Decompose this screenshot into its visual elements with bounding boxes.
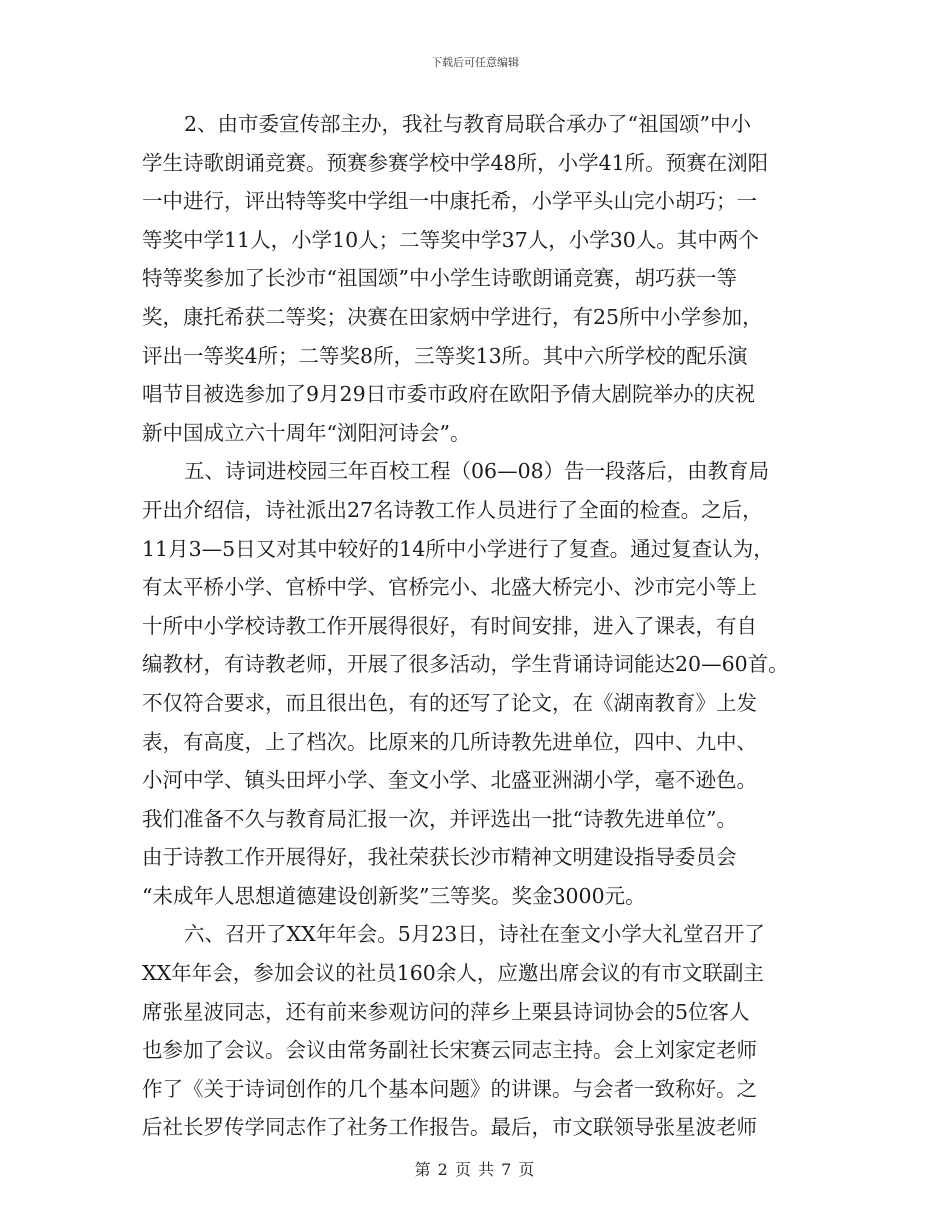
text-line: 我们准备不久与教育局汇报一次，并评选出一批“诗教先进单位”。 [142, 806, 737, 831]
text-line: 新中国成立六十周年“浏阳河诗会”。 [142, 420, 471, 445]
page-header: 下载后可任意编辑 [431, 56, 519, 69]
text-line: 五、诗词进校园三年百校工程（06—08）告一段落后，由教育局 [184, 459, 770, 484]
body-text [142, 105, 822, 1147]
text-line: 等奖中学11人，小学10人；二等奖中学37人，小学30人。其中两个 [142, 227, 759, 252]
text-line: 有太平桥小学、官桥中学、官桥完小、北盛大桥完小、沙市完小等上 [142, 575, 757, 600]
text-line: “未成年人思想道德建设创新奖”三等奖。奖金3000元。 [142, 883, 646, 908]
text-line: 特等奖参加了长沙市“祖国颂”中小学生诗歌朗诵竞赛，胡巧获一等 [142, 266, 737, 291]
text-line: 十所中小学校诗教工作开展得很好，有时间安排，进入了课表，有自 [142, 613, 757, 638]
text-line: 席张星波同志，还有前来参观访问的萍乡上栗县诗词协会的5位客人 [142, 999, 750, 1024]
text-line: 奖，康托希获二等奖；决赛在田家炳中学进行，有25所中小学参加， [142, 304, 763, 329]
page-footer: 第 2 页 共 7 页 [414, 1160, 536, 1179]
text-line: 后社长罗传学同志作了社务工作报告。最后，市文联领导张星波老师 [142, 1115, 757, 1140]
text-line: 唱节目被选参加了9月29日市委市政府在欧阳予倩大剧院举办的庆祝 [142, 382, 756, 407]
text-line: 学生诗歌朗诵竞赛。预赛参赛学校中学48所，小学41所。预赛在浏阳 [142, 150, 769, 175]
text-line: 2、由市委宣传部主办，我社与教育局联合承办了“祖国颂”中小 [184, 112, 752, 136]
text-line: 11月3—5日又对其中较好的14所中小学进行了复查。通过复查认为， [142, 536, 774, 561]
text-line: 评出一等奖4所；二等奖8所，三等奖13所。其中六所学校的配乐演 [142, 343, 748, 368]
text-line: 六、召开了XX年年会。5月23日，诗社在奎文小学大礼堂召开了 [184, 922, 765, 947]
text-line: 由于诗教工作开展得好，我社荣获长沙市精神文明建设指导委员会 [142, 845, 737, 870]
text-line: 小河中学、镇头田坪小学、奎文小学、北盛亚洲湖小学，毫不逊色。 [142, 768, 757, 793]
text-line: 作了《关于诗词创作的几个基本问题》的讲课。与会者一致称好。之 [142, 1076, 757, 1101]
text-line: 表，有高度，上了档次。比原来的几所诗教先进单位，四中、九中、 [142, 729, 757, 754]
text-line: XX年年会，参加会议的社员160余人，应邀出席会议的有市文联副主 [142, 961, 764, 986]
text-line: 也参加了会议。会议由常务副社长宋赛云同志主持。会上刘家定老师 [142, 1038, 757, 1063]
text-line: 开出介绍信，诗社派出27名诗教工作人员进行了全面的检查。之后， [142, 497, 763, 522]
text-line: 编教材，有诗教老师，开展了很多活动，学生背诵诗词能达20—60首。 [142, 652, 789, 677]
text-line: 不仅符合要求，而且很出色，有的还写了论文，在《湖南教育》上发 [142, 690, 757, 715]
text-line: 一中进行，评出特等奖中学组一中康托希，小学平头山完小胡巧；一 [142, 189, 757, 214]
